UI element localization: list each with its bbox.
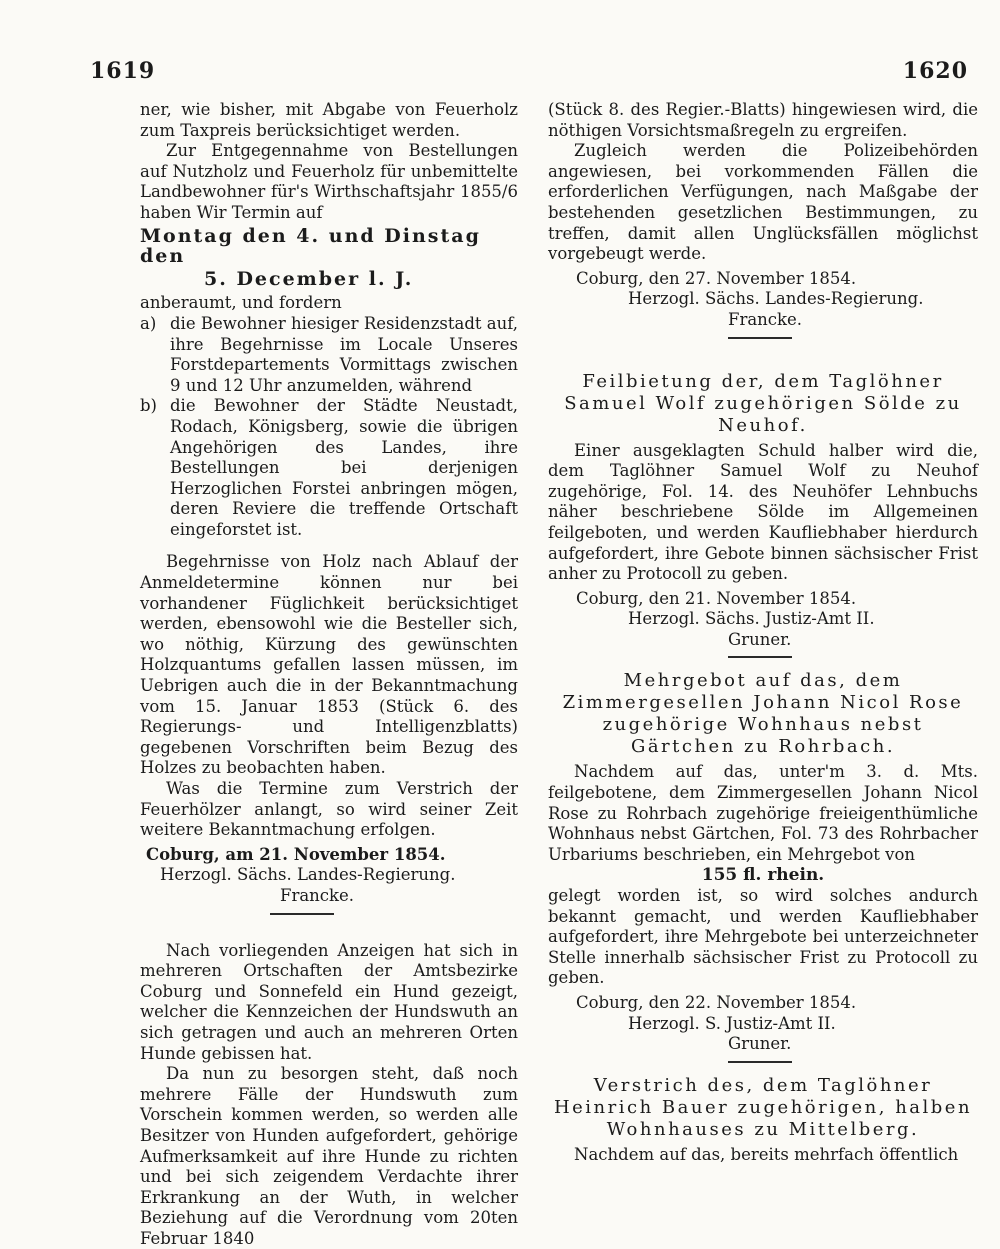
bid-amount: 155 fl. rhein. bbox=[701, 865, 825, 886]
notice-heading-2: Mehrgebot auf das, dem Zimmergesellen Johann Nicol Rose zugehörige Wohnhaus nebst Gärtchen zu Rohrbach. bbox=[562, 670, 964, 758]
signature-date: Coburg, den 27. November 1854. bbox=[576, 268, 857, 288]
right-signature-1 bbox=[548, 269, 978, 331]
left-paragraph-7: Da nun zu besorgen steht, daß noch mehrere Fälle der Hundswuth zum Vorschein kommen werden, so werden alle Besitzer von Hunden aufgefordert, gehörige Aufmerksamkeit auf ihre Hunde zu richten und bei sich zeigendem Verdachte ihrer Erkrankung an der Wuth, in welcher Beziehung auf die Verordnung vom 20ten Februar 1840 bbox=[140, 1064, 518, 1248]
right-paragraph-6: Nachdem auf das, bereits mehrfach öffentlich bbox=[574, 1144, 959, 1164]
list-text-a: die Bewohner hiesiger Residenzstadt auf, ihre Begehrnisse im Locale Unseres Forstdepartements Vormittags zwischen 9 und 12 Uhr anzumelden, während bbox=[170, 313, 518, 395]
signature-authority: Herzogl. Sächs. Landes-Regierung. bbox=[160, 865, 456, 885]
signature-name: Gruner. bbox=[728, 629, 792, 649]
left-paragraph-6: Nach vorliegenden Anzeigen hat sich in mehreren Ortschaften der Amtsbezirke Coburg und Sonnefeld ein Hund gezeigt, welcher die Kennzeichen der Hundswuth an sich getragen und auch an mehreren Orten Hunde gebissen hat. bbox=[140, 940, 518, 1063]
list-item-b bbox=[140, 396, 518, 540]
right-signature-2 bbox=[548, 589, 978, 651]
signature-authority: Herzogl. S. Justiz-Amt II. bbox=[628, 1013, 836, 1033]
signature-name: Gruner. bbox=[728, 1034, 792, 1054]
separator-rule bbox=[728, 656, 792, 658]
left-paragraph-2: Zur Entgegennahme von Bestellungen auf Nutzholz und Feuerholz für unbemittelte Landbewohner für's Wirthschaftsjahr 1855/6 haben Wir Termin auf bbox=[140, 141, 518, 222]
right-paragraph-3: Einer ausgeklagten Schuld halber wird die, dem Taglöhner Samuel Wolf zu Neuhof zugehörige, Fol. 14. des Neuhöfer Lehnbuchs näher beschriebene Sölde im Allgemeinen feilgeboten, und werden Kaufliebhaber hierdurch aufgefordert, ihre Gebote binnen sächsischer Frist anher zu Protocoll zu geben. bbox=[548, 440, 978, 584]
signature-date: Coburg, am 21. November 1854. bbox=[146, 844, 446, 864]
left-column bbox=[140, 100, 518, 1249]
left-paragraph-3: anberaumt, und fordern bbox=[140, 293, 342, 313]
page-number-left: 1619 bbox=[90, 58, 156, 84]
left-signature bbox=[140, 845, 518, 907]
date-line-1: Montag den 4. und Dinstag den bbox=[140, 224, 481, 268]
right-paragraph-4: Nachdem auf das, unter'm 3. d. Mts. feilgebotene, dem Zimmergesellen Johann Nicol Rose zu Rohrbach zugehörige freieigenthümliche Wohnhaus nebst Gärtchen, Fol. 73 des Rohrbacher Urbariums beschrieben, ein Mehrgebot von bbox=[548, 762, 978, 864]
notice-heading-1: Feilbietung der, dem Taglöhner Samuel Wolf zugehörigen Sölde zu Neuhof. bbox=[564, 370, 962, 436]
left-paragraph-4: Begehrnisse von Holz nach Ablauf der Anmeldetermine können nur bei vorhandener Füglichkeit berücksichtiget werden, ebensowohl wie die Besteller sich, wo nöthig, Kürzung des gewünschten Holzquantums gefallen lassen müssen, im Uebrigen auch die in der Bekanntmachung vom 15. Januar 1853 (Stück 6. des Regierungs- und Intelligenzblatts) gegebenen Vorschriften beim Bezug des Holzes zu beobachten haben. bbox=[140, 552, 518, 778]
date-line-2: 5. December l. J. bbox=[204, 267, 414, 290]
list-label-a: a) bbox=[140, 313, 157, 333]
page-number-right: 1620 bbox=[902, 58, 968, 84]
instruction-list bbox=[140, 314, 518, 541]
list-item-a bbox=[140, 314, 518, 396]
list-label-b: b) bbox=[140, 396, 157, 416]
separator-rule bbox=[728, 1061, 792, 1063]
signature-date: Coburg, den 22. November 1854. bbox=[576, 993, 857, 1012]
separator-rule bbox=[728, 337, 792, 339]
signature-authority: Herzogl. Sächs. Justiz-Amt II. bbox=[628, 609, 875, 629]
notice-heading-3: Verstrich des, dem Taglöhner Heinrich Bauer zugehörigen, halben Wohnhauses zu Mittelberg. bbox=[553, 1074, 973, 1140]
right-paragraph-2: Zugleich werden die Polizeibehörden angewiesen, bei vorkommenden Fällen die erforderlichen Verfügungen, nach Maßgabe der bestehenden gesetzlichen Bestimmungen, zu treffen, damit allen Unglücksfällen möglichst vorgebeugt werde. bbox=[548, 141, 978, 264]
left-paragraph-1: ner, wie bisher, mit Abgabe von Feuerholz zum Taxpreis berücksichtiget werden. bbox=[140, 100, 518, 140]
right-paragraph-5: gelegt worden ist, so wird solches andurch bekannt gemacht, und werden Kaufliebhaber aufgefordert, ihre Mehrgebote bei unterzeichneter Stelle innerhalb sächsischer Frist zu Protocoll zu geben. bbox=[548, 886, 978, 988]
separator-rule bbox=[270, 913, 334, 915]
right-signature-3 bbox=[548, 993, 978, 1055]
list-text-b: die Bewohner der Städte Neustadt, Rodach, Königsberg, sowie die übrigen Angehörigen des Landes, ihre Bestellungen bei derjenigen Herzoglichen Forstei anbringen mögen, deren Reviere die treffende Ortschaft eingeforstet ist. bbox=[170, 396, 518, 539]
signature-date: Coburg, den 21. November 1854. bbox=[576, 588, 857, 608]
right-paragraph-1: (Stück 8. des Regier.-Blatts) hingewiesen wird, die nöthigen Vorsichtsmaßregeln zu ergreifen. bbox=[548, 100, 978, 140]
right-column bbox=[548, 100, 978, 1165]
signature-name: Francke. bbox=[728, 309, 803, 329]
left-paragraph-5: Was die Termine zum Verstrich der Feuerhölzer anlangt, so wird seiner Zeit weitere Bekanntmachung erfolgen. bbox=[140, 779, 518, 840]
signature-name: Francke. bbox=[280, 885, 355, 905]
signature-authority: Herzogl. Sächs. Landes-Regierung. bbox=[628, 289, 924, 309]
